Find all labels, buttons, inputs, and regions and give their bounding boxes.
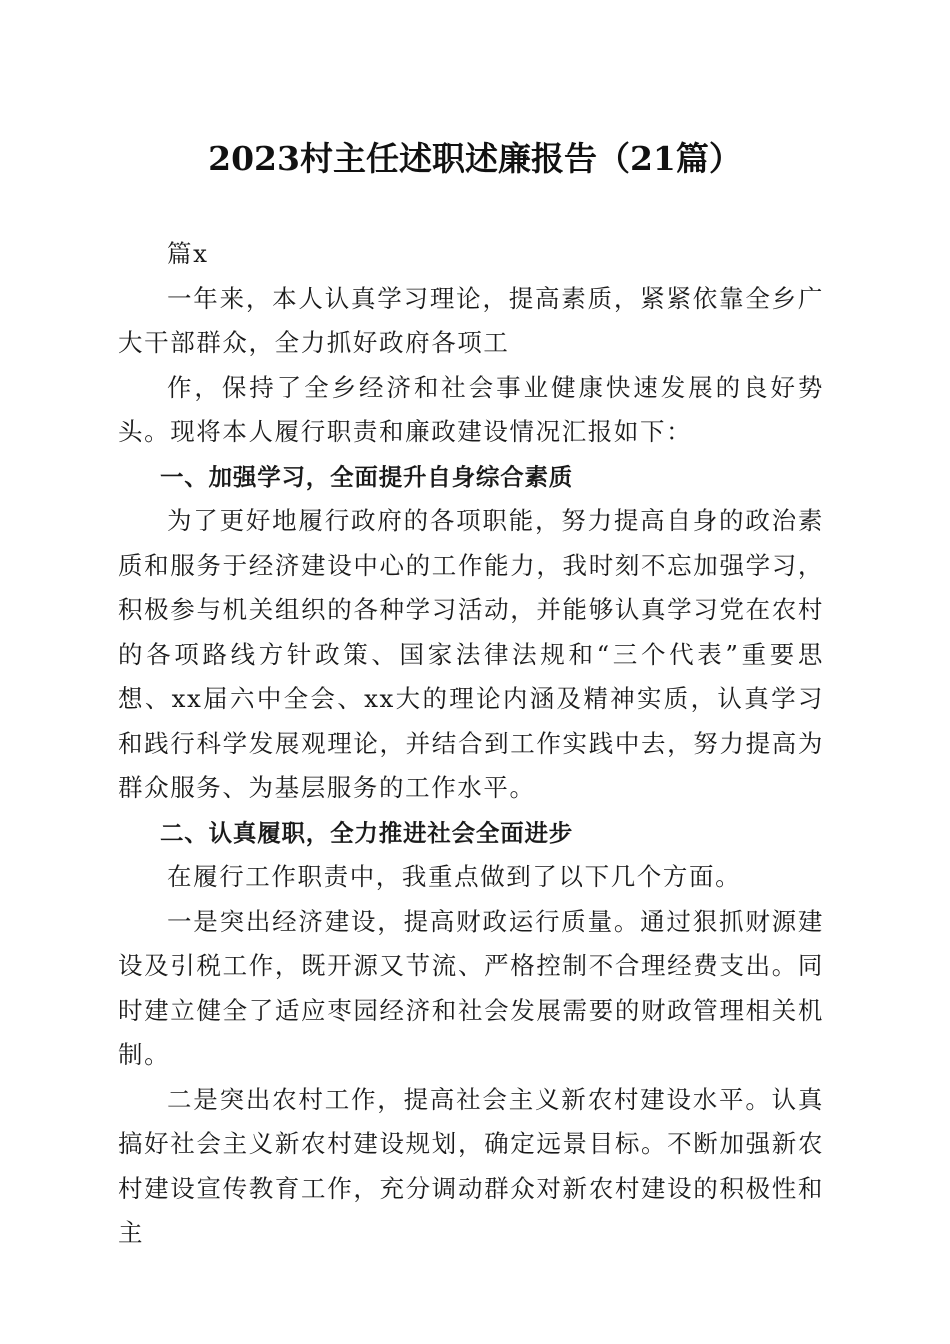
duties-intro-paragraph: 在履行工作职责中，我重点做到了以下几个方面。 [167,862,742,891]
document-title: 2023村主任述职述廉报告（21篇） [208,139,742,178]
study-paragraph: 为了更好地履行政府的各项职能，努力提高自身的政治素质和服务于经济建设中心的工作能力，我时刻不忘加强学习，积极参与机关组织的各种学习活动，并能够认真学习党在农村的各项路线方针政策、国家法律法规和“三个代表”重要思想、xx届六中全会、xx大的理论内涵及精神实质，认真学习和践行科学发展观理论，并结合到工作实践中去，努力提高为群众服务、为基层服务的工作水平。 [118,506,824,802]
section-heading-2: 二、认真履职，全力推进社会全面进步 [160,818,574,847]
economy-paragraph: 一是突出经济建设，提高财政运行质量。通过狠抓财源建设及引税工作，既开源又节流、严格控制不合理经费支出。同时建立健全了适应枣园经济和社会发展需要的财政管理相关机制。 [118,906,824,1069]
intro-paragraph-1: 一年来，本人认真学习理论，提高素质，紧紧依靠全乡广大干部群众，全力抓好政府各项工 [118,283,824,357]
rural-work-paragraph: 二是突出农村工作，提高社会主义新农村建设水平。认真搞好社会主义新农村建设规划，确定远景目标。不断加强新农村建设宣传教育工作，充分调动群众对新农村建设的积极性和主 [118,1084,824,1247]
document-body [118,232,824,1256]
section-label: 篇x [167,239,209,268]
section-heading-1: 一、加强学习，全面提升自身综合素质 [160,462,574,491]
intro-paragraph-2: 作，保持了全乡经济和社会事业健康快速发展的良好势头。现将本人履行职责和廉政建设情况汇报如下： [118,372,824,446]
